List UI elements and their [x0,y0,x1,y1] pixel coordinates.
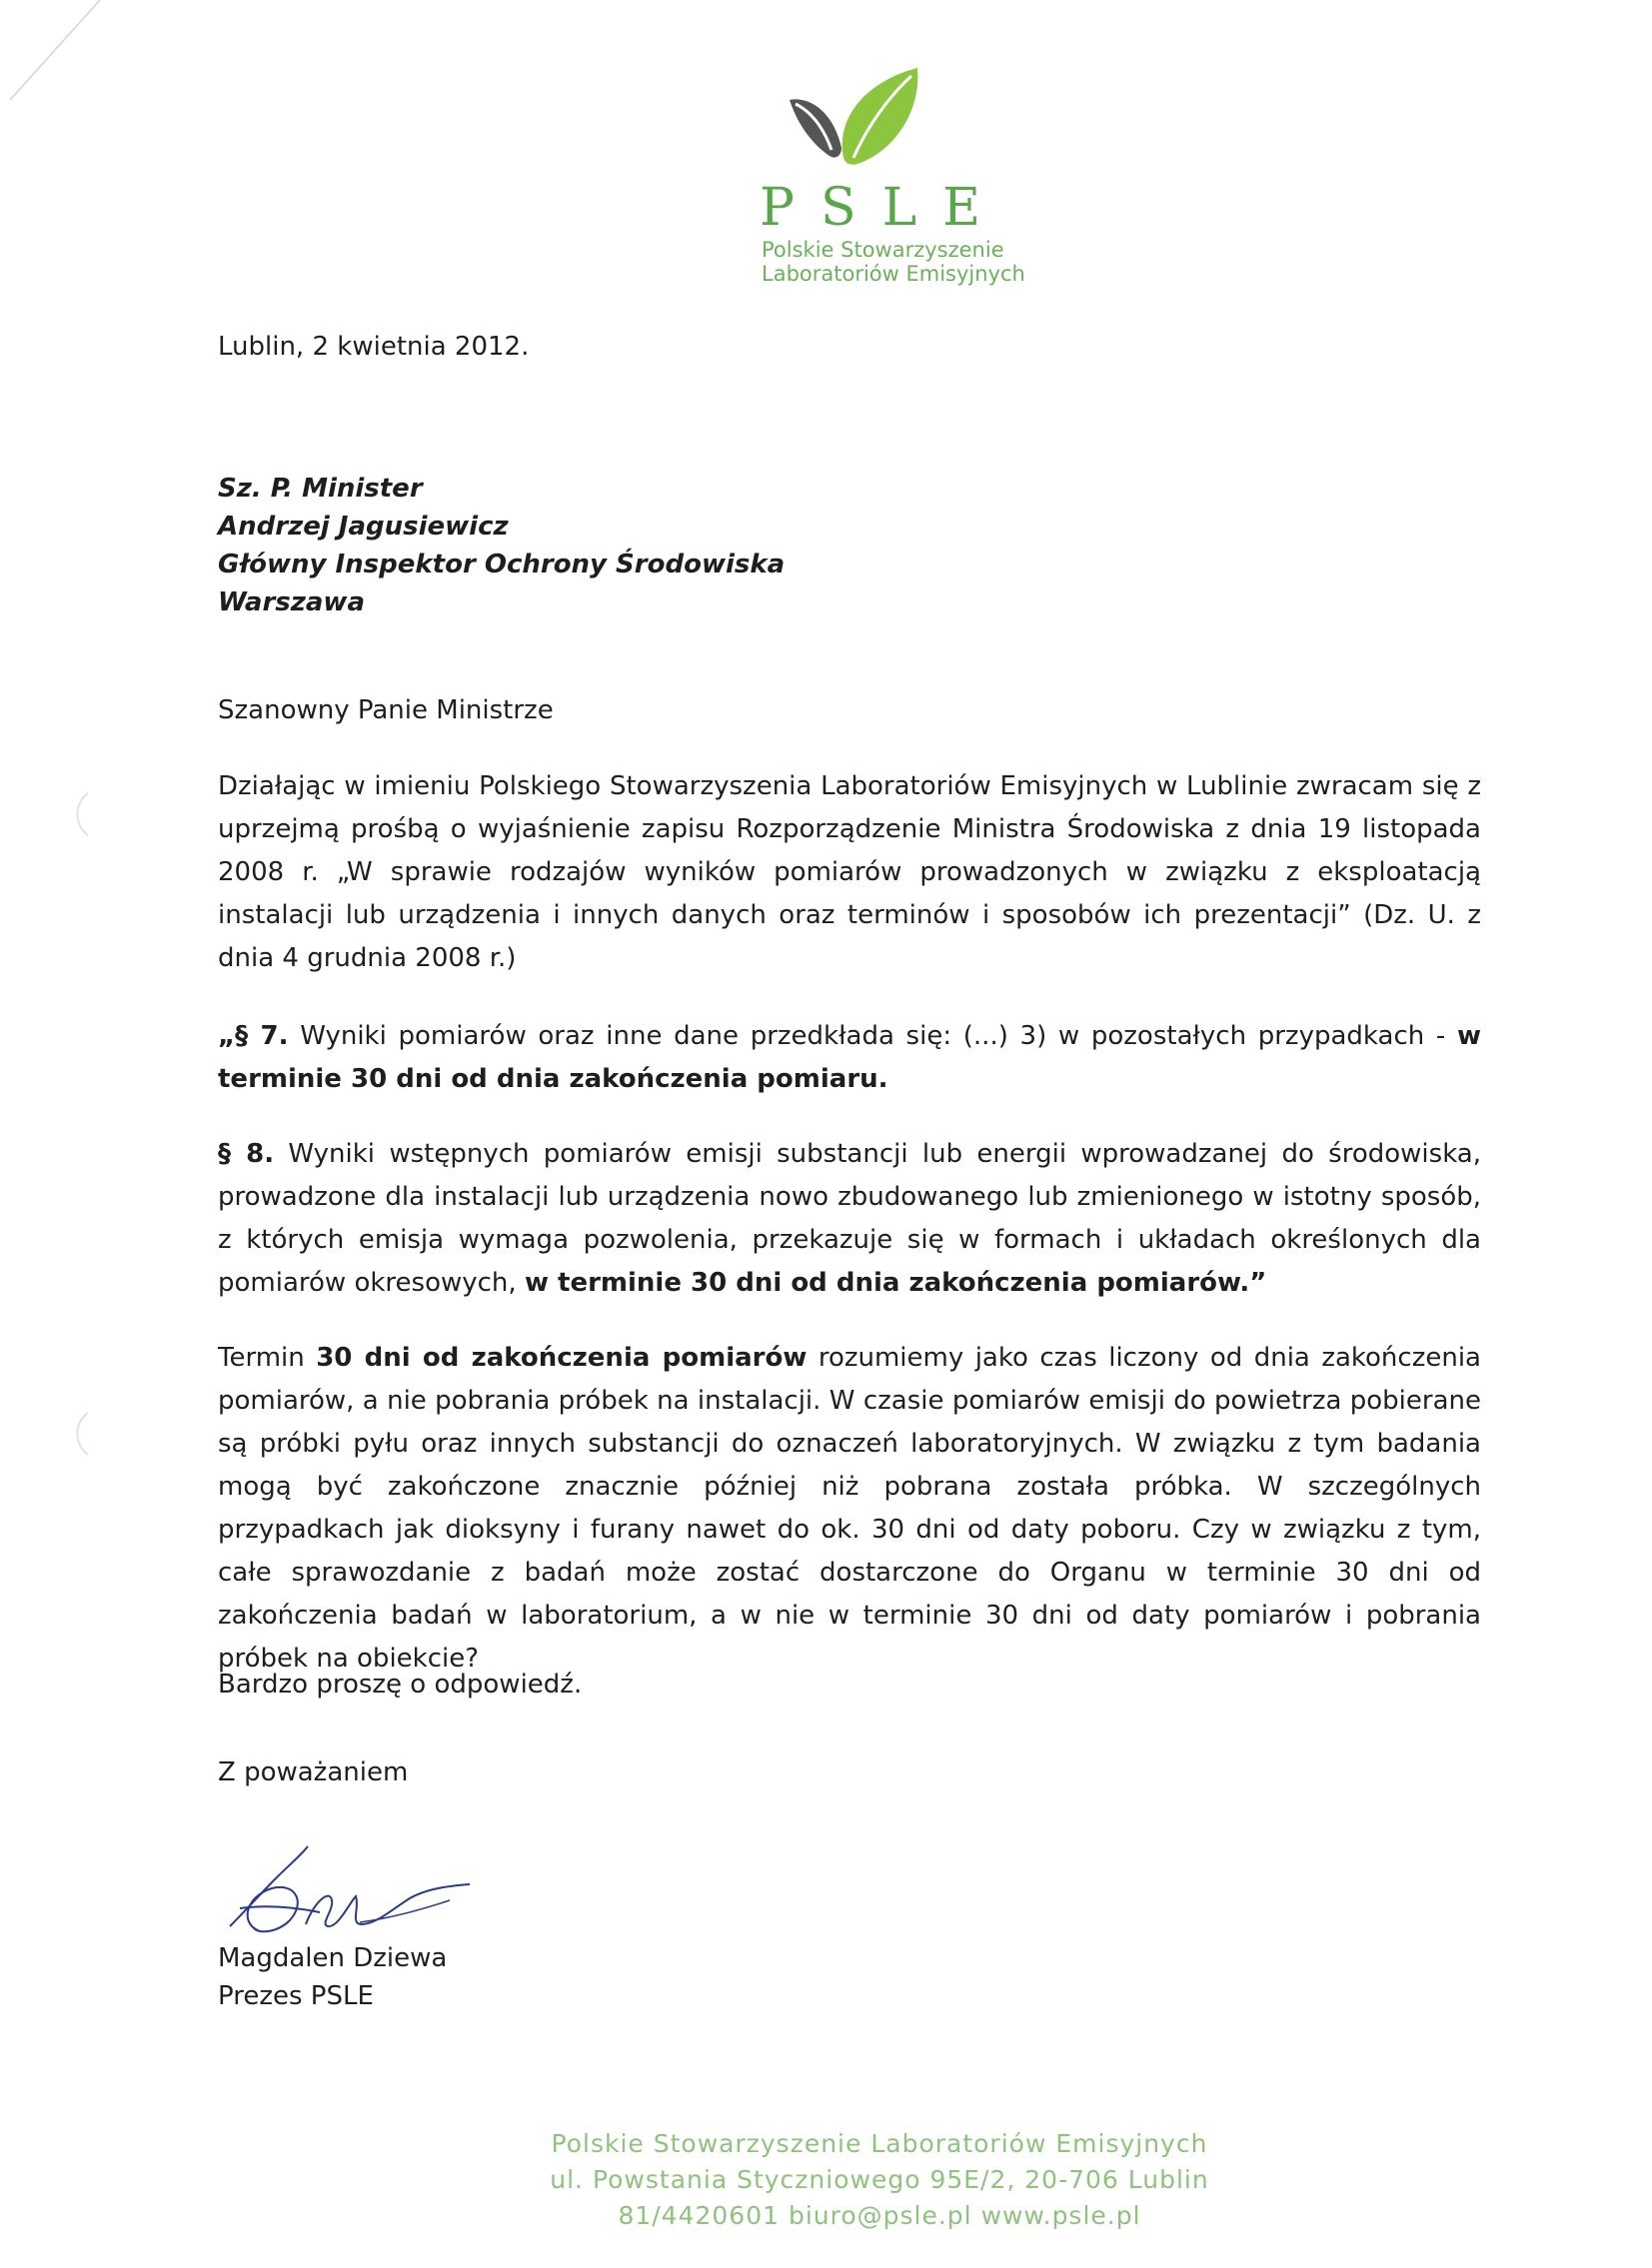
question-emphasis: 30 dni od zakończenia pomiarów [316,1343,808,1373]
punch-hole-mark [66,789,96,839]
logo-org-name-line1: Polskie Stowarzyszenie [762,238,1004,262]
question-rest: rozumiemy jako czas liczony od dnia zakończenia pomiarów, a nie pobrania próbek na instalacji. W czasie pomiarów emisji do powietrza pobierane są próbki pyłu oraz innych substancji do oznaczeń laboratoryjnych. W związku z tym badania mogą być zakończone znacznie później niż pobrana została próbka. W szczególnych przypadkach jak dioksyny i furany nawet do ok. 30 dni od daty poboru. Czy w związku z tym, całe sprawozdanie z badań może zostać dostarczone do Organu w terminie 30 dni od zakończenia badań w laboratorium, a w nie w terminie 30 dni od daty pomiarów i pobrania próbek na obiekcie? [218,1343,1481,1674]
letterhead-footer [400,2126,1359,2234]
leaf-logo-icon [772,60,921,170]
closing-phrase: Z poważaniem [218,1757,409,1787]
psle-logo [760,60,1025,300]
scan-artifact-line [0,0,110,110]
logo-org-name-line2: Laboratoriów Emisyjnych [762,262,1025,286]
recipient-line: Sz. P. Minister [218,474,423,504]
handwritten-signature [210,1838,490,1948]
footer-contact: 81/4420601 biuro@psle.pl www.psle.pl [618,2201,1141,2230]
section-7-marker: „§ 7. [218,1021,289,1051]
letter-date: Lublin, 2 kwietnia 2012. [218,332,530,362]
punch-hole-mark [66,1409,96,1459]
recipient-line: Warszawa [218,587,365,617]
section-8-deadline: w terminie 30 dni od dnia zakończenia pomiarów.” [524,1268,1267,1298]
footer-org-name: Polskie Stowarzyszenie Laboratoriów Emisyjnych [551,2129,1208,2158]
section-7-deadline: w terminie 30 dni od dnia zakończenia pomiaru. [218,1021,1481,1094]
body-paragraph-section7 [218,1015,1481,1101]
footer-address: ul. Powstania Styczniowego 95E/2, 20-706 Lublin [550,2165,1209,2194]
signer-block [218,1939,447,2015]
salutation: Szanowny Panie Ministrze [218,695,554,725]
question-start: Termin [218,1343,317,1373]
body-paragraph-request: Bardzo proszę o odpowiedź. [218,1670,583,1700]
body-paragraph-section8 [218,1133,1481,1305]
section-8-marker: § 8. [218,1139,275,1169]
signer-name: Magdalen Dziewa [218,1943,448,1973]
recipient-line: Główny Inspektor Ochrony Środowiska [218,550,786,579]
section-8-text: Wyniki wstępnych pomiarów emisji substancji lub energii wprowadzanej do środowiska, prowadzone dla instalacji lub urządzenia nowo zbudowanego lub zmienionego w istotny sposób, z których emisja wymaga pozwolenia, przekazuje się w formach i układach określonych dla pomiarów okresowych, [218,1139,1481,1298]
recipient-line: Andrzej Jagusiewicz [218,512,509,542]
logo-acronym: PSLE [760,178,1007,238]
section-7-text: Wyniki pomiarów oraz inne dane przedkłada się: (...) 3) w pozostałych przypadkach - [288,1021,1457,1051]
body-paragraph-intro: Działając w imieniu Polskiego Stowarzyszenia Laboratoriów Emisyjnych w Lublinie zwracam się z uprzejmą prośbą o wyjaśnienie zapisu Rozporządzenie Ministra Środowiska z dnia 19 listopada 2008 r. „W sprawie rodzajów wyników pomiarów prowadzonych w związku z eksploatacją instalacji lub urządzenia i innych danych oraz terminów i sposobów ich prezentacji” (Dz. U. z dnia 4 grudnia 2008 r.) [218,771,1481,973]
recipient-block [218,470,785,621]
body-paragraph-question [218,1337,1481,1681]
signer-title: Prezes PSLE [218,1981,374,2011]
